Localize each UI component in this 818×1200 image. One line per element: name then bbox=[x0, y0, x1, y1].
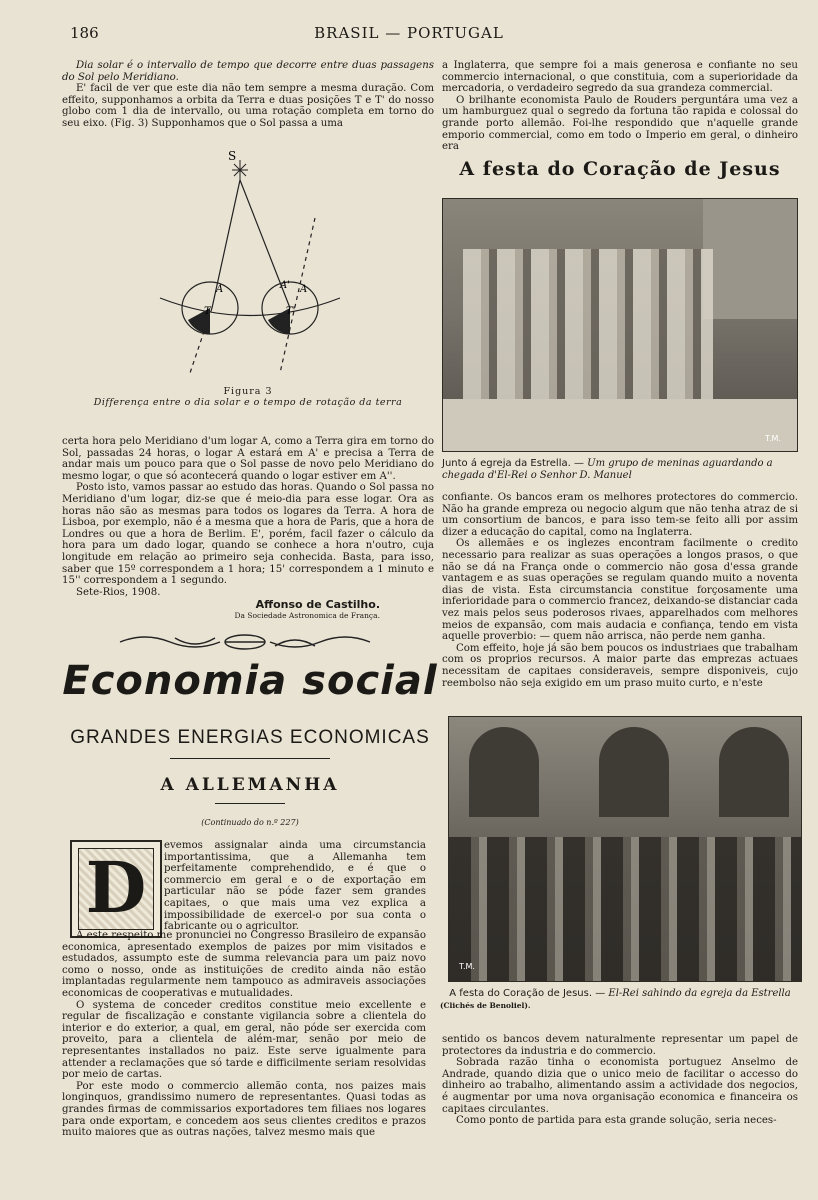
photo1-caption-title: Junto á egreja da Estrella. — bbox=[442, 458, 584, 469]
photo-girls-group bbox=[442, 198, 798, 452]
paragraph: Os allemães e os inglezes encontram facilmente o credito necessario para realizar as suas operações a longos prasos, o que não se dá na França onde o commercio não gosa d'essa grande vantagem e as suas operações se regulam quando muito a noventa dias de vista. Esta circumstancia constitue forçosamente uma inferioridade para o commercio francez, deixando-se distanciar cada vez mais pelos seus poderosos rivaes, apparelhados com melhores meios de expansão, com mais audacia e confiança, tendo em vista aquelle proverbio: — quem não arrisca, não perde nem ganha. bbox=[442, 538, 798, 643]
article-heading: A ALLEMANHA bbox=[160, 775, 340, 795]
left-bottom-text-indented bbox=[164, 840, 426, 933]
photo-mark: T.M. bbox=[765, 434, 781, 443]
figure-3-diagram bbox=[140, 148, 360, 380]
section-subtitle: GRANDES ENERGIAS ECONOMICAS bbox=[70, 727, 430, 748]
paragraph: Dia solar é o intervallo de tempo que decorre entre duas passagens do Sol pelo Meridiano. bbox=[62, 60, 434, 83]
paragraph: Com effeito, hoje já são bem poucos os industriaes que trabalham com os proprios recursos. A maior parte das emprezas actuaes necessitam de capitaes consideraveis, sempre disponiveis, cujo reembolso não seja exigido em um praso muito curto, e n'este bbox=[442, 642, 798, 689]
right-bottom-text bbox=[442, 1034, 798, 1127]
figure-caption-subtitle: Differença entre o dia solar e o tempo de rotação da terra bbox=[93, 397, 403, 408]
dropcap-letter: D bbox=[85, 846, 147, 929]
label-t2: T' bbox=[286, 306, 296, 317]
photo1-caption-desc: Um grupo de meninas aguardando a chegada d'El-Rei o Senhor D. Manuel bbox=[442, 458, 773, 481]
figure-caption-title: Figura 3 bbox=[223, 386, 273, 397]
page-number: 186 bbox=[70, 24, 99, 42]
photo-mark: T.M. bbox=[459, 962, 475, 971]
figure-caption bbox=[62, 386, 434, 408]
section-title: Economia social bbox=[62, 658, 438, 704]
paragraph: O systema de conceder creditos constitue meio excellente e regular de fiscalização e constante vigilancia sobre a clientela do interior e do exterior, a qual, em geral, não póde ser exercida com proveito, para a clientela de além-mar, senão por meio de representantes installados no paiz. Este serve igualmente para attender a reclamações que só tarde e difficilmente seriam resolvidas por meio de cartas. bbox=[62, 999, 426, 1081]
right-mid-text bbox=[442, 492, 798, 689]
label-a1: A bbox=[216, 284, 224, 295]
photo-king-leaving-church bbox=[448, 716, 802, 982]
photo2-caption-title: A festa do Coração de Jesus. — bbox=[449, 988, 606, 999]
paragraph: A este respeito me pronunciei no Congresso Brasileiro de expansão economica, apresentado exemplos de paizes por mim visitados e estudados, assumpto este de summa relevancia para um paiz novo como o nosso, onde as instituições de credito ainda não estão implantadas regularmente nem tampouco as admiraveis associações economicas de cooperativas e mutualidades. bbox=[62, 930, 426, 999]
label-a2: A' bbox=[280, 280, 290, 291]
photo1-caption bbox=[442, 458, 798, 482]
place-date: Sete-Rios, 1908. bbox=[76, 586, 161, 598]
paragraph: E' facil de ver que este dia não tem sempre a mesma duração. Com effeito, supponhamos a orbita da Terra e duas posições T e T' do nosso globo com 1 dia de intervallo, ou uma rotação completa em torno do seu eixo. (Fig. 3) Supponhamos que o Sol passa a uma bbox=[62, 83, 434, 129]
left-bottom-text bbox=[62, 930, 426, 1139]
continued-note: (Continuado do n.º 227) bbox=[201, 818, 299, 827]
label-a3: A bbox=[300, 284, 308, 295]
running-title: BRASIL — PORTUGAL bbox=[314, 24, 504, 42]
earth-orbit bbox=[160, 298, 340, 316]
paragraph: Como ponto de partida para esta grande solução, seria neces- bbox=[456, 1115, 777, 1127]
label-t1: T bbox=[204, 306, 211, 317]
author-affiliation: Da Sociedade Astronomica de França. bbox=[234, 611, 380, 620]
label-sun: S bbox=[228, 149, 237, 163]
photo2-caption bbox=[442, 988, 798, 1000]
divider bbox=[170, 758, 330, 759]
dropcap bbox=[70, 840, 162, 938]
left-top-text bbox=[62, 60, 434, 130]
divider bbox=[215, 803, 285, 804]
left-mid-text bbox=[62, 436, 434, 598]
ornament-divider bbox=[115, 632, 375, 652]
paragraph: Sobrada razão tinha o economista portuguez Anselmo de Andrade, quando dizia que o unico meio de facilitar o accesso do dinheiro ao trabalho, alimentando assim a actividade dos negocios, é augmentar por uma nova organisação economica e financeira os capitaes circulantes. bbox=[442, 1057, 798, 1115]
photo2-caption-desc: El-Rei sahindo da egreja da Estrella bbox=[608, 988, 791, 999]
author-name: Affonso de Castilho. bbox=[255, 598, 380, 611]
right-top-text bbox=[442, 60, 798, 153]
paragraph: evemos assignalar ainda uma circumstancia importantissima, que a Allemanha tem perfeitamente comprehendido, e é que o commercio em geral e o de exportação em particular não se póde fazer sem grandes capitaes, o que mais uma vez explica a impossibilidade de exercel-o por sua conta o fabricante ou o agricultor. bbox=[164, 840, 426, 933]
festa-heading: A festa do Coração de Jesus bbox=[459, 158, 781, 180]
paragraph: certa hora pelo Meridiano d'um logar A, como a Terra gira em torno do Sol, passadas 24 horas, o logar A estará em A' e precisa a Terra de andar mais um pouco para que o Sol passe de novo pelo Meridiano do mesmo logar, o que só acontecerá quando o logar estiver em A''. bbox=[62, 436, 434, 482]
paragraph: confiante. Os bancos eram os melhores protectores do commercio. Não ha grande empreza ou negocio algum que não tenha atraz de si um consortium de bancos, e para isso tem-se feito alli por assim dizer a educação do capital, como na Inglaterra. bbox=[442, 492, 798, 538]
paragraph: Posto isto, vamos passar ao estudo das horas. Quando o Sol passa no Meridiano d'um logar, diz-se que é meio-dia para esse logar. Ora as horas não são as mesmas para todos os logares da Terra. A hora de Lisboa, por exemplo, não é a mesma que a hora de Paris, que a hora de Londres ou que a hora de Berlim. E', porém, facil fazer o cálculo da hora para um dado logar, quando se conhece a hora n'outro, cuja longitude em relação ao primeiro seja conhecida. Basta, para isso, saber que 15º correspondem a 1 hora; 15' correspondem a 1 minuto e 15'' correspondem a 1 segundo. bbox=[62, 482, 434, 587]
paragraph: O brilhante economista Paulo de Rouders perguntára uma vez a um hamburguez qual o segredo da fortuna tão rapida e colossal do grande porto allemão. Foi-lhe respondido que n'aquelle grande emporio commercial, como em todo o Imperio em geral, o dinheiro era bbox=[442, 94, 798, 153]
photo-credit: (Clichés de Benoliel). bbox=[440, 1001, 531, 1010]
signature-block bbox=[180, 598, 380, 620]
paragraph: a Inglaterra, que sempre foi a mais generosa e confiante no seu commercio internacional, o que constituia, com a superioridade da mercadoria, o verdadeiro segredo da sua grandeza commercial. bbox=[442, 60, 798, 95]
paragraph: sentido os bancos devem naturalmente representar um papel de protectores da industria e do commercio. bbox=[442, 1034, 798, 1057]
paragraph: Por este modo o commercio allemão conta, nos paizes mais longinquos, grandissimo numero de representantes. Quasi todas as grandes firmas de commissarios exportadores tem filiaes nos logares para onde exportam, e concedem aos seus clientes creditos e prazos muito maiores que as outras nações, talvez mesmo mais que bbox=[62, 1080, 426, 1139]
